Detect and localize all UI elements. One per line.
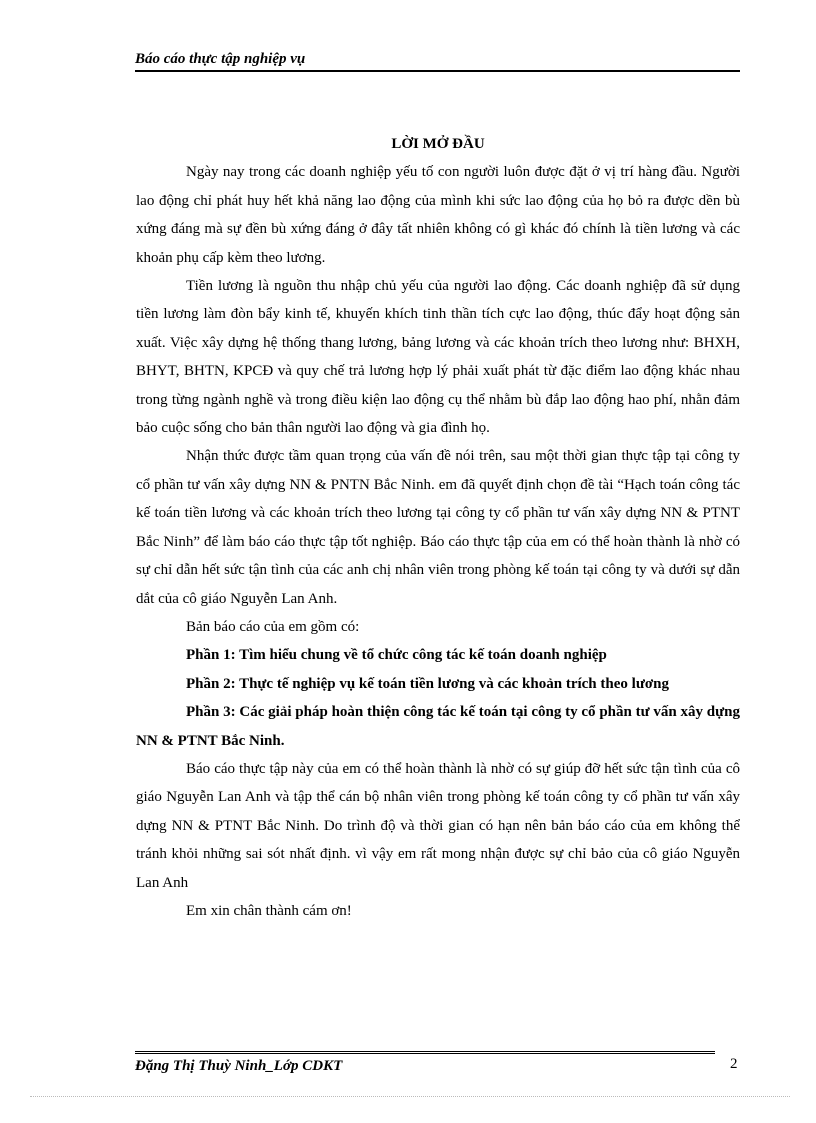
page-title: LỜI MỞ ĐẦU <box>391 136 485 152</box>
footer-divider <box>135 1051 715 1054</box>
paragraph-intro: Ngày nay trong các doanh nghiệp yếu tố con người luôn được đặt ở vị trí hàng đầu. Người lao động chỉ phát huy hết khả năng lao động của mình khi sức lao động của họ bỏ ra được dền bù xứng đáng mà sự đền bù xứng đáng ở đây tất nhiên không có gì khác đó chính là tiền lương và các khoản phụ cấp kèm theo lương. <box>136 164 740 266</box>
paragraph-contents-intro: Bản báo cáo của em gồm có: <box>186 618 360 635</box>
paragraph-salary: Tiền lương là nguồn thu nhập chủ yếu của người lao động. Các doanh nghiệp đã sử dụng tiền lương làm đòn bẩy kinh tế, khuyến khích tinh thần tích cực lao động, thúc đẩy hoạt động sản xuất. Việc xây dựng hệ thống thang lương, bảng lương và các khoản trích theo lương như: BHXH, BHYT, BHTN, KPCĐ và quy chế trả lương hợp lý phải xuất phát từ đặc điểm lao động khác nhau trong từng ngành nghề và trong điều kiện lao động cụ thể nhằm bù đắp lao động hao phí, nhằn đảm bảo cuộc sống cho bản thân người lao động và gia đình họ. <box>136 278 740 437</box>
part-3: Phần 3: Các giải pháp hoàn thiện công tác kế toán tại công ty cổ phần tư vấn xây dựng NN & PTNT Bắc Ninh. <box>136 704 740 749</box>
running-header: Báo cáo thực tập nghiệp vụ <box>135 50 740 72</box>
paragraph-thanks: Em xin chân thành cám ơn! <box>186 902 352 919</box>
page-bottom-divider <box>30 1096 790 1097</box>
part-1: Phần 1: Tìm hiểu chung về tổ chức công tác kế toán doanh nghiệp <box>186 647 607 664</box>
footer-author: Đặng Thị Thuỳ Ninh_Lớp CDKT <box>135 1058 343 1074</box>
part-2: Phần 2: Thực tế nghiệp vụ kế toán tiền lương và các khoản trích theo lương <box>186 675 669 692</box>
page-number: 2 <box>730 1056 738 1072</box>
paragraph-topic: Nhận thức được tầm quan trọng của vấn đề nói trên, sau một thời gian thực tập tại công ty cổ phần tư vấn xây dựng NN & PNTN Bắc Ninh. em đã quyết định chọn đề tài “Hạch toán công tác kế toán tiền lương và các khoản trích theo lương tại công ty cổ phần tư vấn xây dựng NN & PTNT Bắc Ninh” để làm báo cáo thực tập tốt nghiệp. Báo cáo thực tập của em có thể hoàn thành là nhờ có sự chỉ dẫn hết sức tận tình của các anh chị nhân viên trong phòng kế toán tại công ty và dưới sự dẫn dắt của cô giáo Nguyễn Lan Anh. <box>136 448 740 607</box>
document-body <box>136 130 740 925</box>
paragraph-acknowledgement: Báo cáo thực tập này của em có thể hoàn thành là nhờ có sự giúp đỡ hết sức tận tình của cô giáo Nguyễn Lan Anh và tập thể cán bộ nhân viên trong phòng kế toán công ty cổ phần tư vấn xây dựng NN & PTNT Bắc Ninh. Do trình độ và thời gian có hạn nên bản báo cáo của em không thể tránh khỏi những sai sót nhất định. vì vậy em rất mong nhận được sự chỉ bảo của cô giáo Nguyễn Lan Anh <box>136 760 740 891</box>
